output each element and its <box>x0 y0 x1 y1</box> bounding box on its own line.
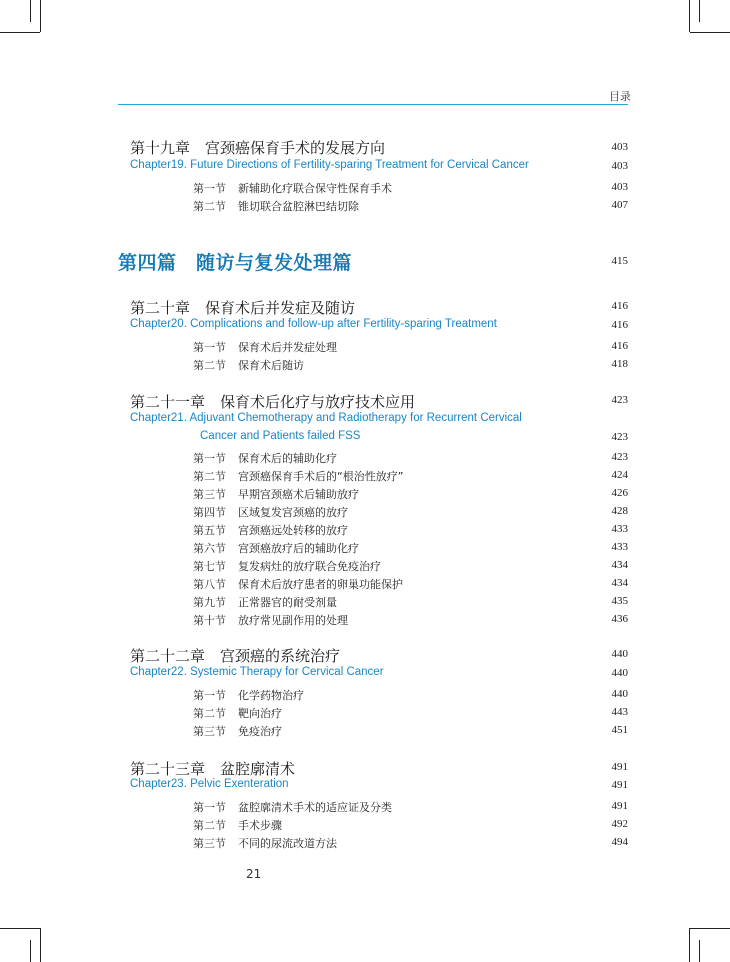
page-number: 433 <box>611 523 628 535</box>
crop-mark <box>30 0 31 22</box>
section-title: 化学药物治疗 <box>238 689 304 702</box>
page-number: 451 <box>611 724 628 736</box>
section-title: 放疗常见副作用的处理 <box>238 614 348 627</box>
page-number: 407 <box>611 199 628 211</box>
crop-mark <box>699 0 700 22</box>
section-entry <box>193 612 348 628</box>
section-number: 第一节 <box>193 452 226 465</box>
page-number: 434 <box>611 559 628 571</box>
chapter-title-en: Chapter23. Pelvic Exenteration <box>130 778 289 790</box>
page-number: 440 <box>611 688 628 700</box>
chapter-title-cn: 第二十二章 宫颈癌的系统治疗 <box>130 647 341 665</box>
section-title: 锥切联合盆腔淋巴结切除 <box>238 200 359 213</box>
section-number: 第三节 <box>193 725 226 738</box>
page-number: 428 <box>611 505 628 517</box>
section-number: 第二节 <box>193 200 226 213</box>
section-entry <box>193 450 337 466</box>
section-title: 免疫治疗 <box>238 725 282 738</box>
section-entry <box>193 817 282 833</box>
section-title: 保育术后随访 <box>238 359 304 372</box>
crop-mark <box>0 32 40 33</box>
page-number: 440 <box>611 667 628 679</box>
section-number: 第八节 <box>193 578 226 591</box>
section-title: 保育术后并发症处理 <box>238 341 337 354</box>
page-number: 440 <box>611 648 628 660</box>
section-title: 新辅助化疗联合保守性保育手术 <box>238 182 392 195</box>
section-entry <box>193 357 304 373</box>
header-label: 目录 <box>609 90 631 103</box>
section-entry <box>193 540 359 556</box>
crop-mark <box>40 0 41 32</box>
crop-mark <box>30 940 31 962</box>
section-number: 第三节 <box>193 488 226 501</box>
section-number: 第九节 <box>193 596 226 609</box>
section-entry <box>193 723 282 739</box>
footer-page-number: 21 <box>246 867 262 881</box>
section-title: 早期宫颈癌术后辅助放疗 <box>238 488 359 501</box>
section-number: 第六节 <box>193 542 226 555</box>
section-title: 区域复发宫颈癌的放疗 <box>238 506 348 519</box>
header-rule <box>118 104 628 105</box>
section-entry <box>193 576 403 592</box>
section-number: 第一节 <box>193 182 226 195</box>
page-number: 424 <box>611 469 628 481</box>
section-number: 第一节 <box>193 689 226 702</box>
crop-mark <box>689 0 690 32</box>
section-title: 手术步骤 <box>238 819 282 832</box>
section-entry <box>193 799 392 815</box>
section-number: 第十节 <box>193 614 226 627</box>
section-number: 第一节 <box>193 801 226 814</box>
section-number: 第一节 <box>193 341 226 354</box>
chapter-title-cn: 第二十一章 保育术后化疗与放疗技术应用 <box>130 393 416 411</box>
crop-mark <box>690 928 730 929</box>
page-number: 415 <box>611 255 628 267</box>
page-number: 494 <box>611 836 628 848</box>
page-number: 423 <box>611 431 628 443</box>
section-title: 复发病灶的放疗联合免疫治疗 <box>238 560 381 573</box>
section-title: 不同的尿流改道方法 <box>238 837 337 850</box>
page-number: 434 <box>611 577 628 589</box>
section-number: 第三节 <box>193 837 226 850</box>
crop-mark <box>699 940 700 962</box>
page-number: 423 <box>611 451 628 463</box>
page-number: 416 <box>611 319 628 331</box>
chapter-title-en: Chapter22. Systemic Therapy for Cervical Cancer <box>130 666 384 678</box>
section-number: 第二节 <box>193 359 226 372</box>
section-entry <box>193 198 359 214</box>
section-entry <box>193 594 337 610</box>
section-title: 宫颈癌放疗后的辅助化疗 <box>238 542 359 555</box>
section-number: 第七节 <box>193 560 226 573</box>
chapter-title-cn: 第十九章 宫颈癌保育手术的发展方向 <box>130 139 386 157</box>
section-entry <box>193 339 337 355</box>
page-number: 491 <box>611 761 628 773</box>
section-entry <box>193 835 337 851</box>
page-number: 416 <box>611 300 628 312</box>
page-number: 416 <box>611 340 628 352</box>
section-entry <box>193 705 282 721</box>
section-title: 正常器官的耐受剂量 <box>238 596 337 609</box>
page-number: 443 <box>611 706 628 718</box>
page-number: 433 <box>611 541 628 553</box>
chapter-title-cn: 第二十章 保育术后并发症及随访 <box>130 299 356 317</box>
section-entry <box>193 180 392 196</box>
page-number: 436 <box>611 613 628 625</box>
section-entry <box>193 486 359 502</box>
page-number: 491 <box>611 779 628 791</box>
page-number: 492 <box>611 818 628 830</box>
section-entry <box>193 504 348 520</box>
chapter-title-en: Chapter19. Future Directions of Fertility-sparing Treatment for Cervical Cancer <box>130 159 529 171</box>
section-title: 宫颈癌保育手术后的“根治性放疗” <box>238 470 404 483</box>
section-number: 第二节 <box>193 707 226 720</box>
section-entry <box>193 687 304 703</box>
page-number: 426 <box>611 487 628 499</box>
crop-mark <box>689 928 690 962</box>
chapter-title-en: Chapter21. Adjuvant Chemotherapy and Radiotherapy for Recurrent Cervical <box>130 412 522 424</box>
page-number: 418 <box>611 358 628 370</box>
page-number: 403 <box>611 141 628 153</box>
section-number: 第二节 <box>193 470 226 483</box>
page-number: 403 <box>611 160 628 172</box>
crop-mark <box>40 928 41 962</box>
crop-mark <box>690 32 730 33</box>
page-number: 423 <box>611 394 628 406</box>
section-title: 靶向治疗 <box>238 707 282 720</box>
section-title: 盆腔廓清术手术的适应证及分类 <box>238 801 392 814</box>
section-number: 第四节 <box>193 506 226 519</box>
page-number: 435 <box>611 595 628 607</box>
section-title: 保育术后的辅助化疗 <box>238 452 337 465</box>
page-number: 491 <box>611 800 628 812</box>
section-title: 宫颈癌远处转移的放疗 <box>238 524 348 537</box>
section-entry <box>193 558 381 574</box>
section-entry <box>193 468 403 484</box>
chapter-title-en: Chapter20. Complications and follow-up after Fertility-sparing Treatment <box>130 318 497 330</box>
part-title: 第四篇 随访与复发处理篇 <box>118 252 353 274</box>
chapter-title-en-continued: Cancer and Patients failed FSS <box>200 430 361 442</box>
section-number: 第二节 <box>193 819 226 832</box>
section-number: 第五节 <box>193 524 226 537</box>
section-entry <box>193 522 348 538</box>
section-title: 保育术后放疗患者的卵巢功能保护 <box>238 578 403 591</box>
page-number: 403 <box>611 181 628 193</box>
crop-mark <box>0 928 40 929</box>
chapter-title-cn: 第二十三章 盆腔廓清术 <box>130 760 296 778</box>
